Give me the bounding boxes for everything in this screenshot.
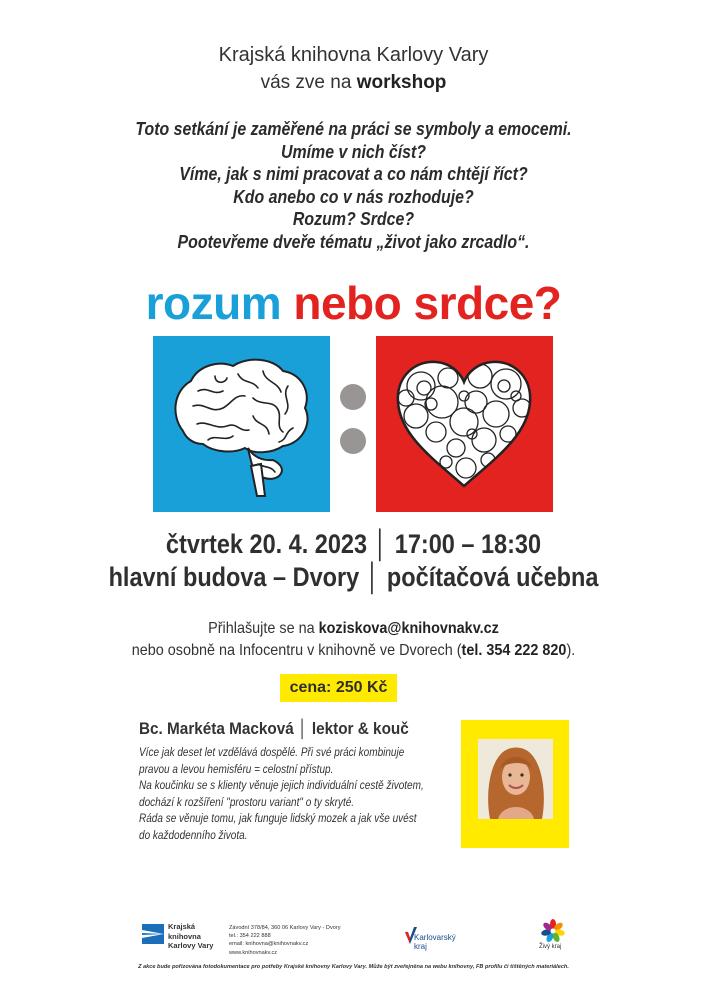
intro-line: Kdo anebo co v nás rozhoduje? [233, 185, 474, 207]
library-logo-icon [142, 924, 164, 944]
lector-bio-line: Více jak deset let vzdělává dospělé. Při své práci kombinuje [139, 747, 405, 759]
library-logo-line: Krajská [168, 922, 196, 931]
registration-phone: tel. 354 222 820 [461, 642, 567, 659]
address-line: Závodní 378/84, 360 06 Karlovy Vary - Dvory [229, 925, 341, 931]
lector-photo [478, 739, 553, 819]
intro-line: Rozum? Srdce? [292, 208, 415, 229]
event-datetime: čtvrtek 20. 4. 2023 │ 17:00 – 18:30 [165, 529, 542, 559]
intro-line: Pootevřeme dveře tématu „život jako zrcadlo“. [177, 230, 530, 252]
intro-line: Umíme v nich číst? [280, 140, 426, 162]
library-logo [142, 924, 164, 949]
lector-name: Bc. Markéta Macková │ lektor & kouč [139, 719, 409, 738]
event-location: hlavní budova – Dvory │ počítačová učebna [108, 562, 599, 592]
lector-bio-line: dochází k rozšíření "prostoru variant" o ty skryté. [139, 796, 355, 809]
invite-event: workshop [356, 72, 447, 93]
address-web: www.knihovnakv.cz [229, 949, 278, 956]
intro-line: Víme, jak s nimi pracovat a co nám chtějí říct? [179, 163, 528, 184]
invite-line [0, 72, 707, 94]
library-logo-line: knihovna [168, 931, 201, 941]
library-address [229, 924, 341, 957]
colon-dot-top [340, 384, 366, 410]
library-logo-line: Karlovy Vary [168, 941, 214, 950]
price-badge: cena: 250 Kč [280, 674, 397, 702]
kraj-line: kraj [414, 942, 427, 951]
heart-icon [376, 336, 553, 512]
kraj-logo-text [414, 933, 456, 951]
address-phone: tel.: 354 222 888 [229, 933, 271, 940]
flower-icon [541, 919, 565, 943]
headline [0, 276, 707, 330]
registration-prefix: Přihlašujte se na [208, 620, 319, 637]
brain-icon [153, 336, 330, 512]
heart-panel [376, 336, 553, 512]
address-email: email: knihovna@knihovnakv.cz [229, 941, 309, 948]
registration-infocentre: nebo osobně na Infocentru v knihovně ve Dvorech ( [131, 642, 462, 659]
event-details [46, 528, 661, 594]
organizer-name: Krajská knihovna Karlovy Vary [218, 44, 489, 66]
headline-nebo-srdce: nebo srdce? [293, 277, 562, 329]
zivy-kraj-text: Živý kraj [539, 944, 562, 950]
brain-panel [153, 336, 330, 512]
registration-email: koziskova@knihovnakv.cz [318, 620, 499, 637]
invite-prefix: vás zve na [260, 72, 357, 93]
lector-bio-line: pravou a levou hemisféru = celostní přístup. [139, 763, 334, 776]
registration-line-1 [35, 618, 671, 640]
registration-info [35, 618, 671, 662]
registration-suffix: ). [566, 642, 576, 659]
intro-line: Toto setkání je zaměřené na práci se symboly a emocemi. [135, 118, 572, 139]
photo-disclaimer: Z akce bude pořizována fotodokumentace pro potřeby Krajské knihovny Karlovy Vary. Může být zveřejněna na webu knihovny, FB profilu či tištěných materiálech. [138, 964, 569, 970]
lector-bio [139, 745, 426, 844]
lector-bio-line: Ráda se věnuje tomu, jak funguje lidský mozek a jak vše uvést [139, 813, 417, 825]
headline-rozum: rozum [145, 277, 282, 329]
portrait-icon [478, 739, 553, 819]
lector-bio-line: Na koučinku se s klienty věnuje jejich individuální cestě životem, [139, 780, 424, 792]
intro-text [49, 118, 657, 253]
kraj-line: Karlovarský [414, 933, 456, 942]
registration-line-2 [35, 640, 671, 662]
colon-dot-bottom [340, 428, 366, 454]
lector-bio-line: do každodenního života. [139, 829, 248, 842]
library-logo-text [168, 922, 213, 951]
